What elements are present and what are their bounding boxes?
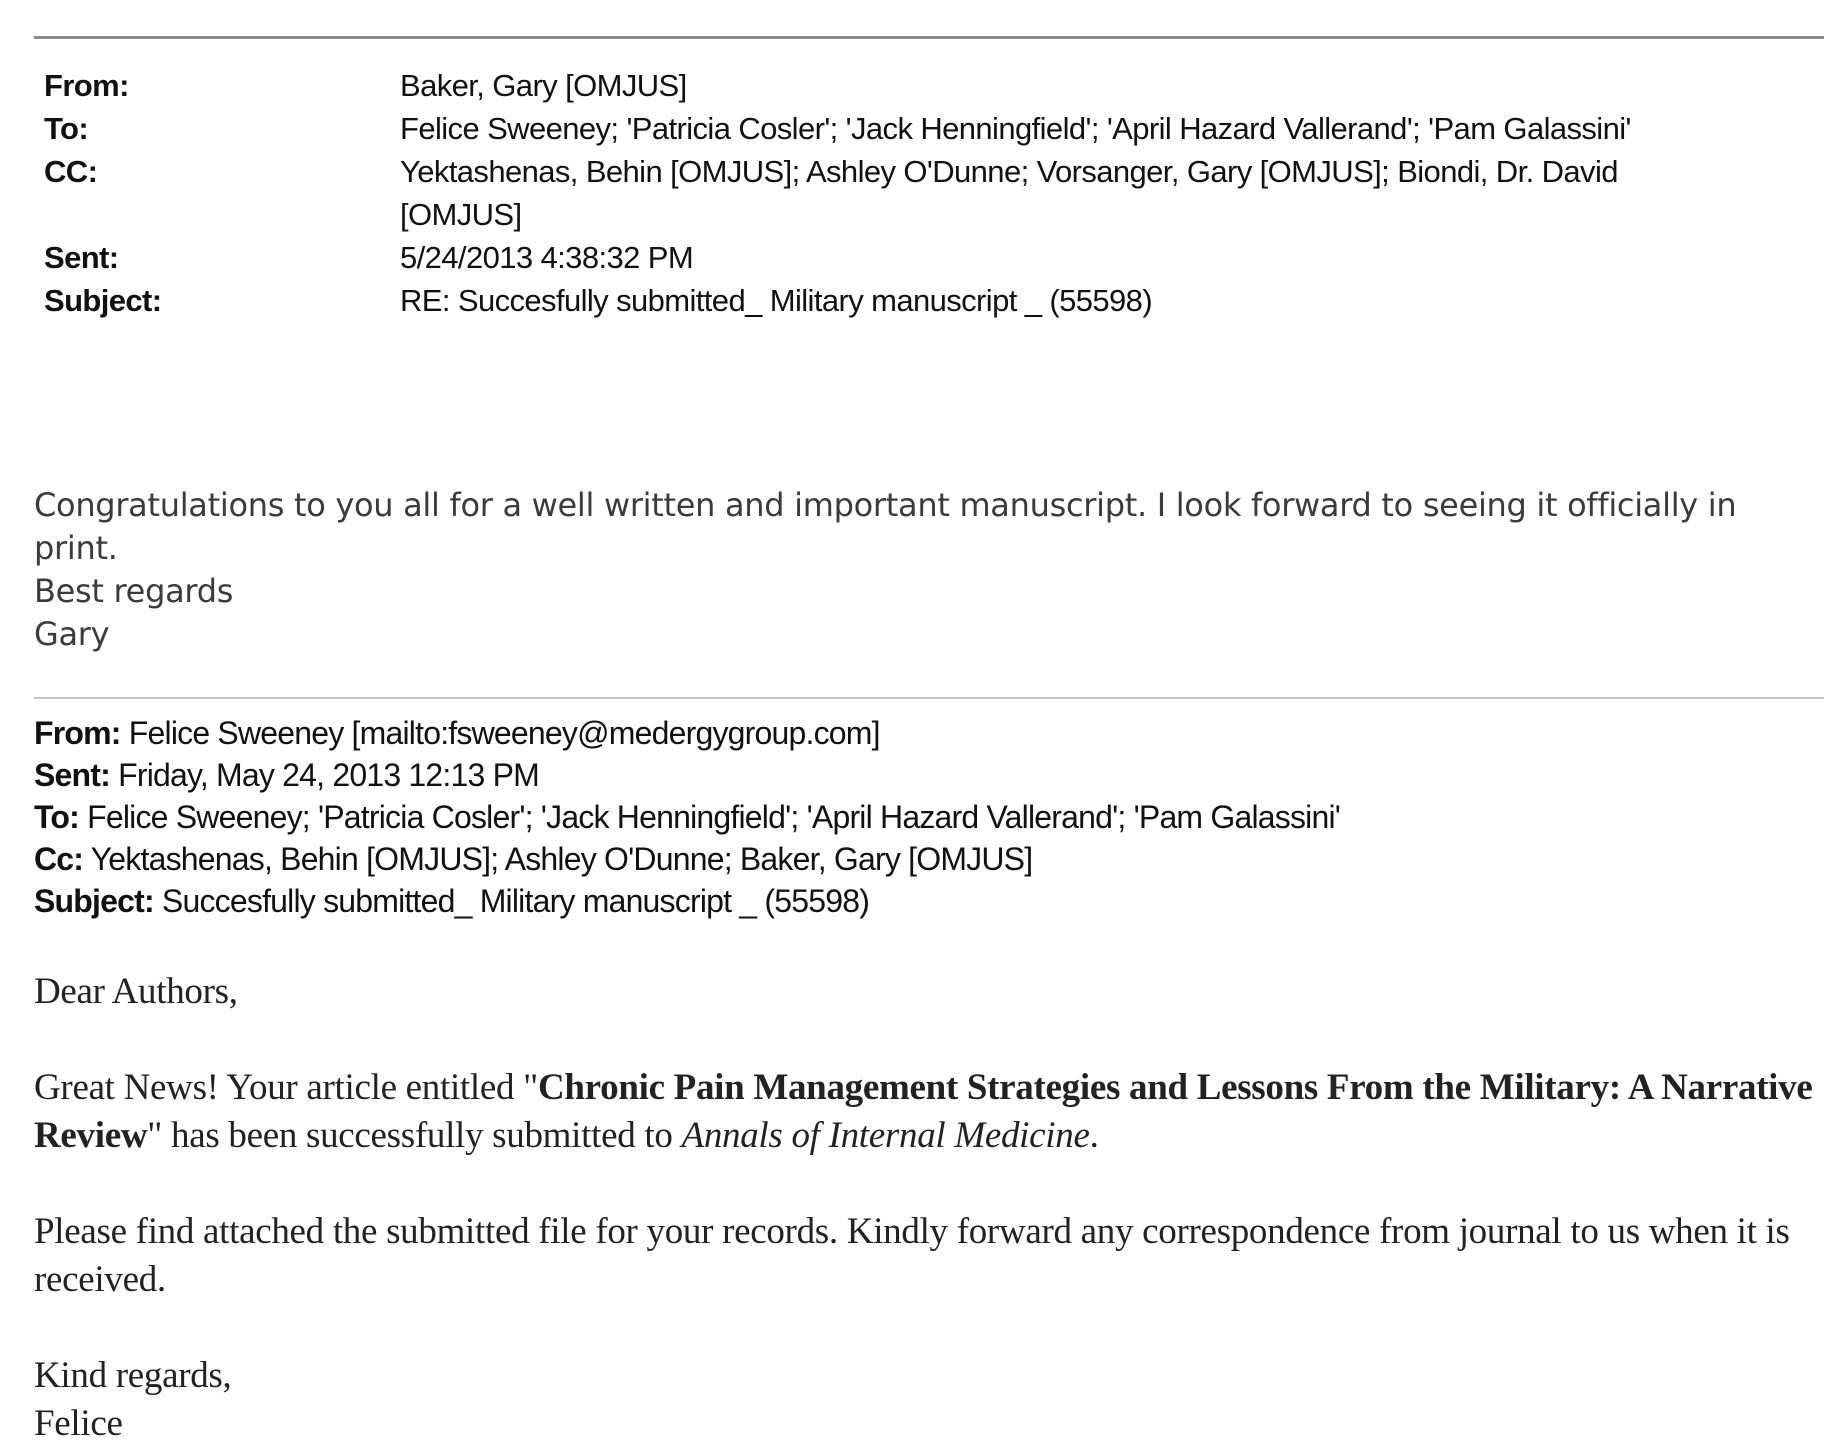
cc-row	[44, 150, 1744, 236]
news-paragraph	[34, 1064, 1824, 1160]
from-value: Baker, Gary [OMJUS]	[400, 68, 687, 103]
original-sent-row	[34, 754, 1814, 796]
signature: Felice	[34, 1403, 123, 1444]
top-divider	[34, 36, 1824, 39]
greeting: Dear Authors,	[34, 971, 238, 1012]
original-message	[34, 968, 1824, 1448]
cc-label: CC:	[44, 154, 98, 189]
from-label: From:	[44, 68, 129, 103]
quoted-message-divider	[34, 697, 1824, 699]
cc-value: Yektashenas, Behin [OMJUS]; Ashley O'Dunne; Vorsanger, Gary [OMJUS]; Biondi, Dr. David [OMJUS]	[400, 154, 1618, 232]
to-label: To:	[44, 111, 89, 146]
original-to-row	[34, 796, 1814, 838]
original-cc-value: Yektashenas, Behin [OMJUS]; Ashley O'Dunne; Baker, Gary [OMJUS]	[83, 841, 1033, 877]
original-from-row	[34, 712, 1814, 754]
subject-row	[44, 279, 1744, 322]
from-row	[44, 64, 1744, 107]
original-subject-value: Succesfully submitted_ Military manuscript _ (55598)	[153, 883, 870, 919]
original-cc-row	[34, 838, 1814, 880]
reply-congratulations: Congratulations to you all for a well written and important manuscript. I look forward to seeing it officially in print.	[34, 486, 1737, 567]
original-header	[34, 712, 1814, 922]
to-value: Felice Sweeney; 'Patricia Cosler'; 'Jack Henningfield'; 'April Hazard Vallerand'; 'Pam Galassini'	[400, 111, 1631, 146]
original-subject-label: Subject:	[34, 883, 154, 919]
subject-value: RE: Succesfully submitted_ Military manuscript _ (55598)	[400, 283, 1153, 318]
original-subject-row	[34, 880, 1814, 922]
closing: Kind regards,	[34, 1355, 232, 1396]
original-to-value: Felice Sweeney; 'Patricia Cosler'; 'Jack Henningfield'; 'April Hazard Vallerand'; 'Pam Galassini'	[78, 799, 1341, 835]
reply-header	[44, 64, 1744, 322]
reply-signature: Gary	[34, 615, 110, 653]
reply-message	[34, 484, 1814, 656]
original-cc-label: Cc:	[34, 841, 84, 877]
original-from-label: From:	[34, 715, 121, 751]
original-from-value: Felice Sweeney [mailto:fsweeney@medergygroup.com]	[120, 715, 880, 751]
sent-label: Sent:	[44, 240, 119, 275]
article-title: Chronic Pain Management Strategies and Lessons From the Military: A Narrative Review	[34, 1067, 1813, 1156]
attachment-paragraph: Please find attached the submitted file for your records. Kindly forward any correspondence from journal to us when it is received.	[34, 1211, 1790, 1300]
sent-value: 5/24/2013 4:38:32 PM	[400, 240, 694, 275]
journal-name: Annals of Internal Medicine	[681, 1115, 1090, 1156]
original-sent-value: Friday, May 24, 2013 12:13 PM	[110, 757, 539, 793]
subject-label: Subject:	[44, 283, 162, 318]
news-intro: Great News! Your article entitled "	[34, 1067, 538, 1108]
sent-row	[44, 236, 1744, 279]
original-sent-label: Sent:	[34, 757, 111, 793]
news-middle: " has been successfully submitted to	[147, 1115, 682, 1156]
original-to-label: To:	[34, 799, 79, 835]
reply-regards: Best regards	[34, 572, 234, 610]
to-row	[44, 107, 1744, 150]
news-end: .	[1089, 1115, 1099, 1156]
